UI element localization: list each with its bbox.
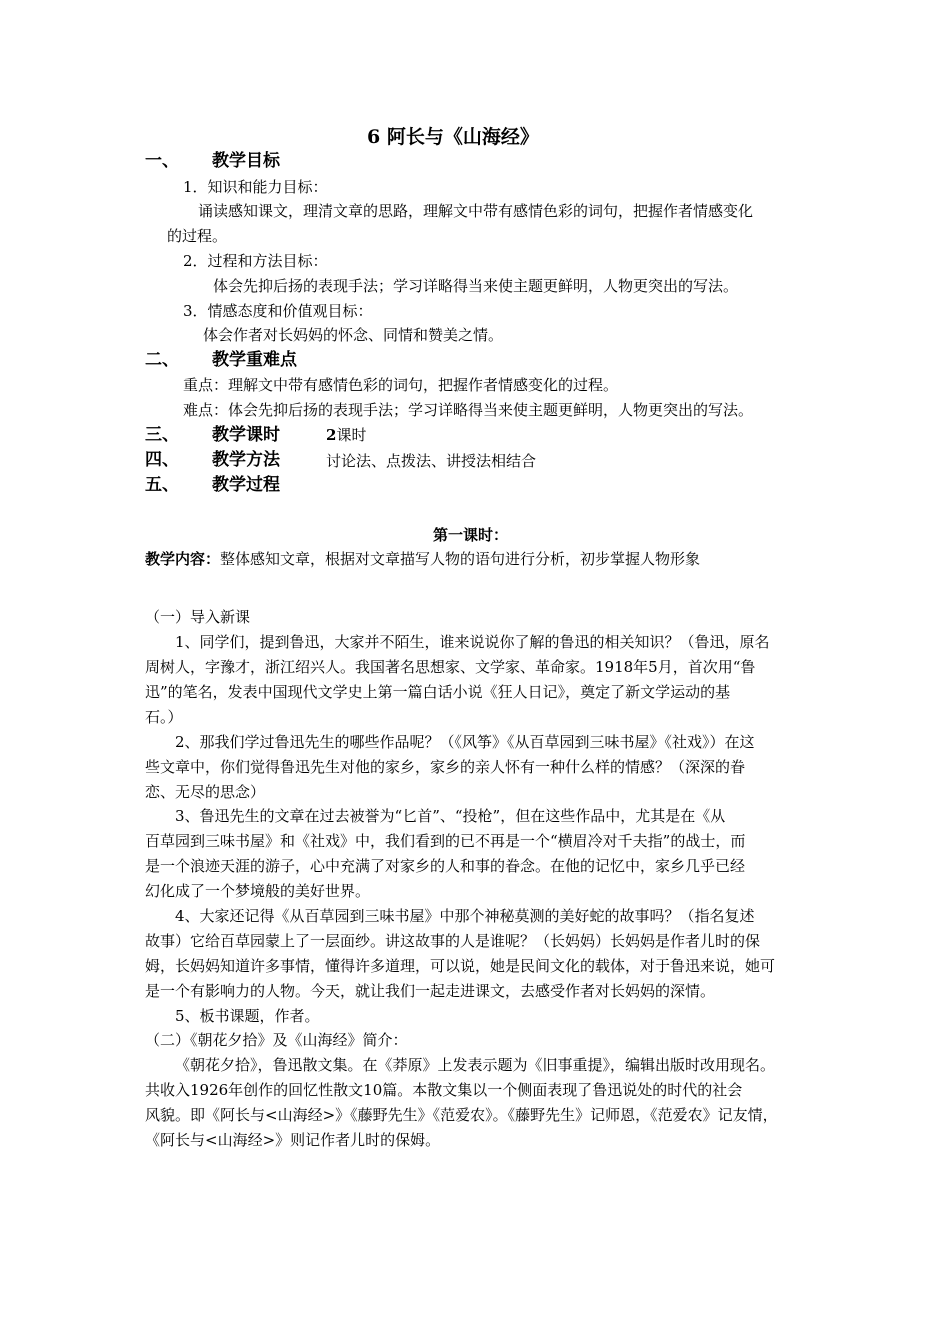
lesson-heading: 第一课时：	[433, 526, 509, 544]
page-title: 6 阿长与《山海经》	[367, 126, 539, 148]
paragraph-1-line-2: 周树人，字豫才，浙江绍兴人。我国著名思想家、文学家、革命家。1918年5月，首次用“鲁	[145, 658, 756, 676]
paragraph-5: 5、板书课题，作者。	[175, 1007, 320, 1025]
paragraph-1-line-1: 1、同学们，提到鲁迅，大家并不陌生，谁来说说你了解的鲁迅的相关知识？（鲁迅，原名	[175, 633, 770, 651]
goal-2-label: 2．过程和方法目标：	[183, 252, 328, 270]
paragraph-1-line-3: 迅”的笔名，发表中国现代文学史上第一篇白话小说《狂人日记》，奠定了新文学运动的基	[145, 683, 731, 701]
paragraph-6-line-2: 共收入1926年创作的回忆性散文10篇。本散文集以一个侧面表现了鲁迅说处的时代的社会	[145, 1081, 743, 1099]
paragraph-2-line-3: 恋、无尽的思念）	[145, 783, 266, 801]
key-point: 重点：理解文中带有感情色彩的词句，把握作者情感变化的过程。	[183, 376, 619, 394]
paragraph-4-line-2: 故事）它给百草园蒙上了一层面纱。讲这故事的人是谁呢？（长妈妈）长妈妈是作者儿时的保	[145, 932, 761, 950]
paragraph-4-line-3: 姆，长妈妈知道许多事情，懂得许多道理，可以说，她是民间文化的载体，对于鲁迅来说，她可	[145, 957, 776, 975]
paragraph-2-line-1: 2、那我们学过鲁迅先生的哪些作品呢？（《风筝》《从百草园到三味书屋》《社戏》）在这	[175, 733, 755, 751]
class-hours-number: 2	[326, 426, 337, 444]
paragraph-3-line-2: 百草园到三味书屋》和《社戏》中，我们看到的已不再是一个“横眉冷对千夫指”的战士，而	[145, 832, 746, 850]
part-1-heading: （一）导入新课	[145, 608, 251, 626]
section-3-number: 三、	[145, 425, 179, 445]
paragraph-6-line-3: 风貌。即《阿长与<山海经>》《藤野先生》《范爱农》。《藤野先生》记师恩，《范爱农》记友情，	[145, 1106, 778, 1124]
goal-3-label: 3．情感态度和价值观目标：	[183, 302, 373, 320]
paragraph-3-line-4: 幻化成了一个梦境般的美好世界。	[145, 882, 371, 900]
paragraph-6-line-4: 《阿长与<山海经>》则记作者儿时的保姆。	[145, 1131, 441, 1149]
goal-1-text-line-2: 的过程。	[167, 227, 228, 245]
section-3-value	[326, 428, 366, 443]
teaching-content-text: 整体感知文章，根据对文章描写人物的语句进行分析，初步掌握人物形象	[220, 550, 701, 568]
teaching-content	[145, 552, 700, 567]
section-5-number: 五、	[145, 475, 179, 495]
section-1-heading: 教学目标	[212, 151, 280, 171]
section-3-heading: 教学课时	[212, 425, 280, 445]
goal-2-text: 体会先抑后扬的表现手法；学习详略得当来使主题更鲜明，人物更突出的写法。	[213, 277, 739, 295]
paragraph-3-line-3: 是一个浪迹天涯的游子，心中充满了对家乡的人和事的眷念。在他的记忆中，家乡几乎已经	[145, 857, 746, 875]
goal-1-label: 1．知识和能力目标：	[183, 178, 328, 196]
section-2-heading: 教学重难点	[212, 350, 297, 370]
goal-3-text: 体会作者对长妈妈的怀念、同情和赞美之情。	[203, 326, 504, 344]
section-4-heading: 教学方法	[212, 450, 280, 470]
section-1-number: 一、	[145, 151, 179, 171]
paragraph-4-line-1: 4、大家还记得《从百草园到三味书屋》中那个神秘莫测的美好蛇的故事吗？（指名复述	[175, 907, 755, 925]
paragraph-3-line-1: 3、鲁迅先生的文章在过去被誉为“匕首”、“投枪”，但在这些作品中，尤其是在《从	[175, 807, 726, 825]
section-4-number: 四、	[145, 450, 179, 470]
class-hours-unit: 课时	[336, 426, 367, 444]
section-4-value: 讨论法、点拨法、讲授法相结合	[326, 452, 537, 470]
section-2-number: 二、	[145, 350, 179, 370]
paragraph-1-line-4: 石。）	[145, 708, 183, 726]
difficult-point: 难点：体会先抑后扬的表现手法；学习详略得当来使主题更鲜明，人物更突出的写法。	[183, 401, 754, 419]
goal-1-text-line-1: 诵读感知课文，理清文章的思路，理解文中带有感情色彩的词句，把握作者情感变化	[198, 202, 754, 220]
part-2-heading: （二）《朝花夕拾》及《山海经》简介：	[145, 1031, 408, 1049]
paragraph-6-line-1: 《朝花夕拾》，鲁迅散文集。在《莽原》上发表示题为《旧事重提》，编辑出版时改用现名。	[175, 1056, 776, 1074]
teaching-content-label: 教学内容：	[145, 550, 221, 568]
paragraph-2-line-2: 些文章中，你们觉得鲁迅先生对他的家乡，家乡的亲人怀有一种什么样的情感？（深深的眷	[145, 758, 746, 776]
section-5-heading: 教学过程	[212, 475, 280, 495]
paragraph-4-line-4: 是一个有影响力的人物。今天，就让我们一起走进课文，去感受作者对长妈妈的深情。	[145, 982, 716, 1000]
